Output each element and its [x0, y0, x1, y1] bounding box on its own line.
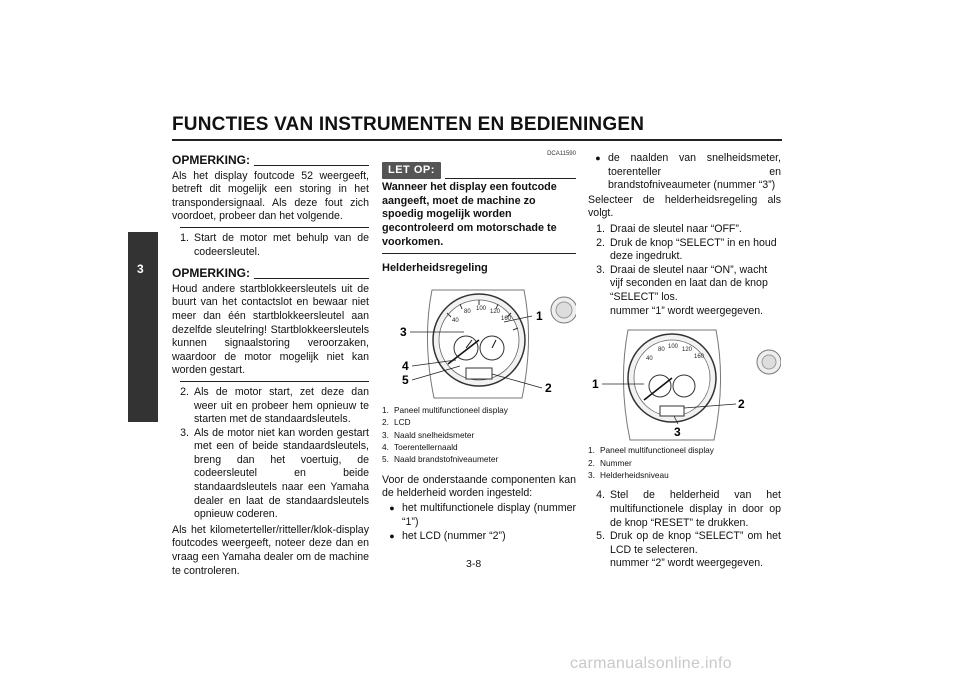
callout-1: 1 — [592, 377, 599, 392]
legend-item: 3. Helderheidsniveau — [588, 469, 669, 480]
list-item: ● de naalden van snelheidsmeter, toerenteller en brandstofniveaumeter (nummer “3”) — [595, 152, 781, 192]
chapter-tab — [128, 232, 158, 422]
legend-item: 2. LCD — [382, 417, 411, 428]
list-item: nummer “2” wordt weergegeven. — [610, 557, 764, 570]
column-3 — [588, 150, 781, 573]
instrument-figure-1 — [382, 280, 576, 402]
column-1 — [172, 150, 369, 578]
chapter-number: 3 — [137, 262, 144, 276]
svg-text:160: 160 — [501, 315, 512, 322]
list-item: 3. Als de motor niet kan worden gestart met een of beide standaardsleutels, breng dan het voertuig, de codeersleutel en beide standaardsleutels naar een Yamaha dealer en laat de standaardsleutels opnieuw coderen. — [180, 426, 369, 521]
list-item: 1. Draai de sleutel naar “OFF”. — [596, 222, 742, 235]
brightness-intro: Voor de onderstaande componenten kan de helderheid worden ingesteld: — [382, 473, 576, 500]
step-list-b — [172, 386, 369, 522]
legend-item: 3. Naald snelheidsmeter — [382, 429, 475, 440]
list-item: 3. Draai de sleutel naar “ON”, wacht vijf seconden en laat dan de knop “SELECT” los. — [596, 263, 768, 303]
legend-item: 5. Naald brandstofniveaumeter — [382, 454, 499, 465]
watermark: carmanualsonline.info — [570, 655, 732, 672]
procedure-intro: Selecteer de helderheidsregeling als volgt. — [588, 193, 781, 220]
column-2 — [382, 150, 576, 545]
note-text-1: Als het display foutcode 52 weergeeft, betreft dit mogelijk een storing in het transpondersignaal. Als deze fout zich voordoet, probeer dan het volgende. — [172, 169, 369, 223]
caution-heading — [382, 162, 576, 180]
callout-1: 1 — [536, 308, 543, 323]
svg-text:80: 80 — [658, 347, 665, 354]
caution-badge: LET OP: — [382, 162, 441, 180]
page-title: FUNCTIES VAN INSTRUMENTEN EN BEDIENINGEN — [172, 114, 645, 135]
legend-item: 4. Toerentellernaald — [382, 441, 458, 452]
note-label: OPMERKING: — [172, 153, 250, 167]
closing-text: Als het kilometerteller/ritteller/klok-display foutcodes weergeeft, noteer deze dan en vraag een Yamaha dealer om de machine te controleren. — [172, 523, 369, 577]
section-heading: Helderheidsregeling — [382, 262, 488, 275]
svg-text:120: 120 — [682, 347, 693, 354]
callout-2: 2 — [738, 397, 745, 412]
list-item: nummer “1” wordt weergegeven. — [610, 304, 764, 317]
note-end-rule — [180, 227, 369, 228]
note-end-rule — [180, 381, 369, 382]
legend-item: 1. Paneel multifunctioneel display — [588, 445, 714, 456]
svg-text:40: 40 — [452, 317, 459, 324]
title-rule — [172, 139, 782, 141]
note-heading-1 — [172, 154, 369, 168]
callout-3: 3 — [674, 425, 681, 440]
legend-item: 2. Nummer — [588, 457, 632, 468]
doc-code: DCA11590 — [547, 151, 576, 157]
list-item: 2. Druk de knop “SELECT” in en houd deze ingedrukt. — [596, 236, 777, 263]
list-item: 5. Druk op de knop “SELECT” om het LCD te selecteren. — [596, 530, 781, 556]
list-item: 2. Als de motor start, zet deze dan weer uit en probeer hem opnieuw te starten met de standaardsleutels. — [180, 385, 369, 426]
svg-text:40: 40 — [646, 356, 653, 363]
instrument-figure-2 — [588, 324, 781, 442]
instrument-cluster-illustration — [588, 324, 781, 442]
procedure-steps-b — [588, 489, 781, 571]
instrument-cluster-illustration — [382, 280, 576, 402]
list-item: 4. Stel de helderheid van het multifunctionele display in door op de knop “RESET” te drukken. — [596, 489, 781, 529]
figure-legend-2 — [588, 444, 781, 481]
svg-text:120: 120 — [490, 308, 501, 315]
caution-end-rule — [382, 253, 576, 254]
list-item: ● het multifunctionele display (nummer “1”) — [389, 501, 576, 528]
callout-2: 2 — [545, 380, 552, 395]
svg-text:160: 160 — [694, 354, 705, 361]
callout-5: 5 — [402, 372, 409, 387]
caution-text: Wanneer het display een foutcode aangeeft, moet de machine zo spoedig mogelijk worden gecontroleerd om motorschade te voorkomen. — [382, 181, 557, 248]
svg-text:80: 80 — [464, 308, 471, 315]
callout-4: 4 — [402, 358, 409, 373]
svg-text:100: 100 — [476, 305, 487, 312]
callout-3: 3 — [400, 324, 407, 339]
note-label: OPMERKING: — [172, 266, 250, 281]
legend-item: 1. Paneel multifunctioneel display — [382, 404, 508, 415]
figure-legend-1 — [382, 404, 576, 466]
list-item: ● het LCD (nummer “2”) — [389, 530, 506, 543]
note-heading-2 — [172, 267, 369, 281]
list-item: 1. Start de motor met behulp van de codeersleutel. — [180, 231, 369, 258]
procedure-steps-a — [588, 223, 781, 318]
svg-text:100: 100 — [668, 344, 679, 351]
note-text-2: Houd andere startblokkeersleutels uit de buurt van het contactslot en bewaar niet meer dan één startblokkeersleutel aan dezelfde sleutelring! Startblokkeersleutels kunnen signaalstoring veroorzaken, waardoor de motor mogelijk niet kan worden gestart. — [172, 282, 369, 377]
step-list-a — [172, 232, 369, 259]
page-number: 3-8 — [466, 558, 482, 570]
